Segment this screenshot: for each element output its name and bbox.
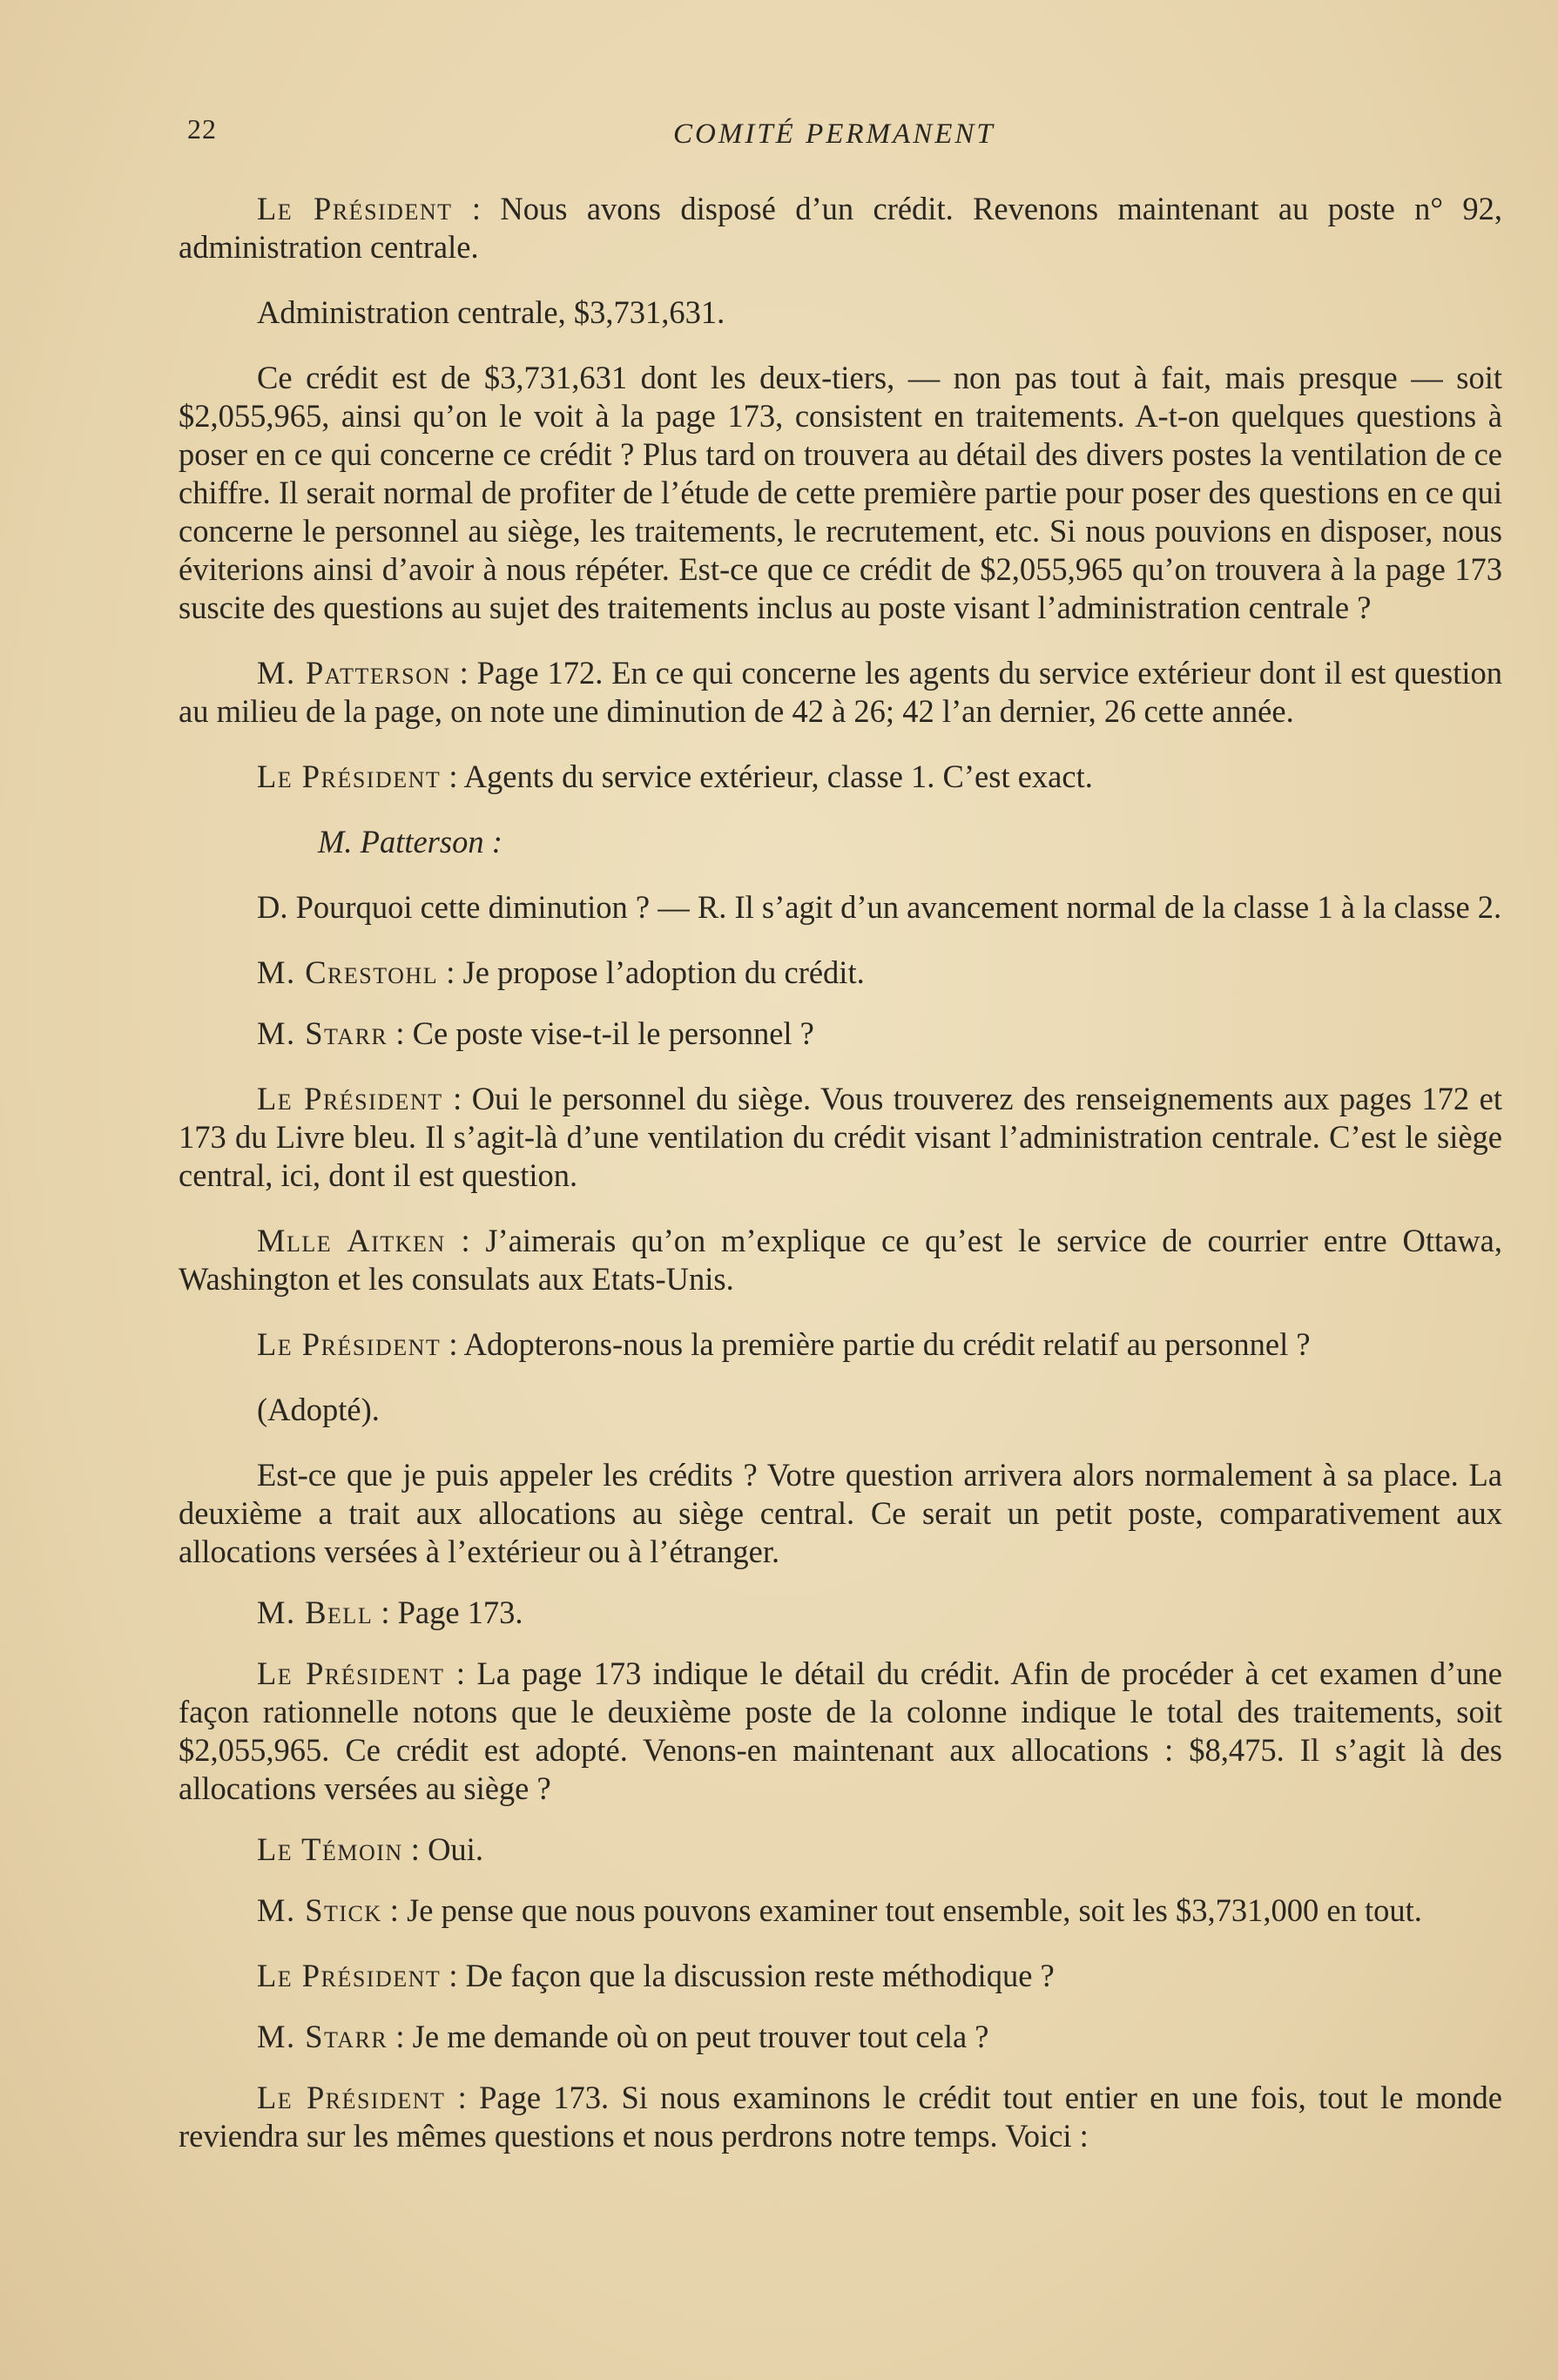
running-title: COMITÉ PERMANENT bbox=[673, 118, 995, 150]
speaker-name: M. Stick bbox=[257, 1892, 382, 1928]
paragraph-text: (Adopté). bbox=[257, 1392, 380, 1427]
speaker-name: Le Président bbox=[257, 1958, 442, 1993]
paragraph-5: Le Président : Agents du service extérieur, classe 1. C’est exact. bbox=[257, 758, 1093, 794]
page-header bbox=[0, 113, 1558, 165]
paragraph-10: Mlle Aitken : J’aimerais qu’on m’explique ce qu’est le service de courrier entre Ottawa, Washington et les consulats aux Etats-Unis. bbox=[179, 1223, 1502, 1297]
speaker-name: Mlle Aitken bbox=[257, 1223, 446, 1258]
paragraph-2 bbox=[179, 293, 1502, 332]
speaker-name: Le Président bbox=[257, 191, 453, 226]
transcript-body bbox=[179, 190, 1502, 2182]
paragraph-14: M. Bell : Page 173. bbox=[257, 1595, 523, 1630]
speaker-name: Le Président bbox=[257, 1081, 443, 1116]
paragraph-11: Le Président : Adopterons-nous la première partie du crédit relatif au personnel ? bbox=[257, 1326, 1311, 1362]
paragraph-19: M. Starr : Je me demande où on peut trouver tout cela ? bbox=[257, 2019, 989, 2054]
paragraph-16: Le Témoin : Oui. bbox=[257, 1831, 483, 1867]
paragraph-3 bbox=[179, 359, 1502, 627]
paragraph-17: M. Stick : Je pense que nous pouvons examiner tout ensemble, soit les $3,731,000 en tout. bbox=[257, 1892, 1422, 1928]
paragraph-text: Je me demande où on peut trouver tout cela ? bbox=[412, 2019, 989, 2054]
paragraph-9: Le Président : Oui le personnel du siège. Vous trouverez des renseignements aux pages 172 et 173 du Livre bleu. Il s’agit-là d’une ventilation du crédit visant l’administration centrale. C’est le siège central, ici, dont il est question. bbox=[179, 1081, 1502, 1193]
paragraph-text: Nous avons disposé d’un crédit. Revenons maintenant au poste n° 92, administration centrale. bbox=[179, 191, 1503, 265]
paragraph-1: Le Président : Nous avons disposé d’un crédit. Revenons maintenant au poste n° 92, administration centrale. bbox=[179, 191, 1503, 265]
paragraph-text: Page 172. En ce qui concerne les agents du service extérieur dont il est question au milieu de la page, on note une diminution de 42 à 26; 42 l’an dernier, 26 cette année. bbox=[179, 655, 1502, 729]
page-number: 22 bbox=[187, 113, 217, 145]
paragraph-18: Le Président : De façon que la discussion reste méthodique ? bbox=[257, 1958, 1055, 1993]
paragraph-text: Agents du service extérieur, classe 1. C’est exact. bbox=[463, 758, 1093, 794]
speaker-name: Le Président bbox=[257, 758, 442, 794]
paragraph-text: Ce crédit est de $3,731,631 dont les deux-tiers, — non pas tout à fait, mais presque — soit $2,055,965, ainsi qu’on le voit à la page 173, consistent en traitements. A-t-on quelques questions à poser en ce qui concerne ce crédit ? Plus tard on trouvera au détail des divers postes la ventilation de ce chiffre. Il serait normal de profiter de l’étude de cette première partie pour poser des questions en ce qui concerne le personnel au siège, les traitements, le recrutement, etc. Si nous pouvions en disposer, nous éviterions ainsi d’avoir à nous répéter. Est-ce que ce crédit de $2,055,965 qu’on trouvera à la page 173 suscite des questions au sujet des traitements inclus au poste visant l’administration centrale ? bbox=[179, 360, 1502, 625]
paragraph-13 bbox=[179, 1456, 1502, 1571]
interlude-heading: M. Patterson : bbox=[318, 824, 502, 860]
speaker-name: M. Starr bbox=[257, 2019, 388, 2054]
speaker-name: M. Patterson bbox=[257, 655, 451, 691]
paragraph-text: De façon que la discussion reste méthodique ? bbox=[465, 1958, 1055, 1993]
speaker-name: Le Président bbox=[257, 1655, 445, 1691]
paragraph-text: Page 173. Si nous examinons le crédit tout entier en une fois, tout le monde reviendra sur les mêmes questions et nous perdrons notre temps. Voici : bbox=[179, 2080, 1502, 2154]
paragraph-text: D. Pourquoi cette diminution ? — R. Il s’agit d’un avancement normal de la classe 1 à la classe 2. bbox=[257, 889, 1502, 925]
paragraph-text: Ce poste vise-t-il le personnel ? bbox=[412, 1015, 814, 1051]
speaker-name: M. Starr bbox=[257, 1015, 388, 1051]
paragraph-text: Oui. bbox=[428, 1831, 483, 1867]
paragraph-6 bbox=[179, 888, 1502, 927]
speaker-name: Le Président bbox=[257, 2080, 446, 2115]
paragraph-text: Oui le personnel du siège. Vous trouverez des renseignements aux pages 172 et 173 du Livre bleu. Il s’agit-là d’une ventilation du crédit visant l’administration centrale. C’est le siège central, ici, dont il est question. bbox=[179, 1081, 1502, 1193]
paragraph-7: M. Crestohl : Je propose l’adoption du crédit. bbox=[257, 954, 865, 990]
paragraph-20: Le Président : Page 173. Si nous examinons le crédit tout entier en une fois, tout le monde reviendra sur les mêmes questions et nous perdrons notre temps. Voici : bbox=[179, 2080, 1502, 2154]
paragraph-text: Administration centrale, $3,731,631. bbox=[257, 294, 725, 330]
paragraph-text: J’aimerais qu’on m’explique ce qu’est le service de courrier entre Ottawa, Washington et les consulats aux Etats-Unis. bbox=[179, 1223, 1502, 1297]
speaker-name: M. Bell bbox=[257, 1595, 374, 1630]
paragraph-text: Adopterons-nous la première partie du crédit relatif au personnel ? bbox=[463, 1326, 1311, 1362]
paragraph-8: M. Starr : Ce poste vise-t-il le personnel ? bbox=[257, 1015, 814, 1051]
speaker-name: M. Crestohl bbox=[257, 954, 439, 990]
paragraph-text: Est-ce que je puis appeler les crédits ? Votre question arrivera alors normalement à sa place. La deuxième a trait aux allocations au siège central. Ce serait un petit poste, comparativement aux allocations versées à l’extérieur ou à l’étranger. bbox=[179, 1457, 1502, 1569]
paragraph-text: Page 173. bbox=[397, 1595, 523, 1630]
speaker-name: Le Témoin bbox=[257, 1831, 403, 1867]
paragraph-15: Le Président : La page 173 indique le détail du crédit. Afin de procéder à cet examen d’une façon rationnelle notons que le deuxième poste de la colonne indique le total des traitements, soit $2,055,965. Ce crédit est adopté. Venons-en maintenant aux allocations : $8,475. Il s’agit là des allocations versées au siège ? bbox=[179, 1655, 1502, 1806]
paragraph-4: M. Patterson : Page 172. En ce qui concerne les agents du service extérieur dont il est question au milieu de la page, on note une diminution de 42 à 26; 42 l’an dernier, 26 cette année. bbox=[179, 655, 1502, 729]
paragraph-text: Je pense que nous pouvons examiner tout ensemble, soit les $3,731,000 en tout. bbox=[407, 1892, 1422, 1928]
paragraph-12 bbox=[179, 1391, 1502, 1429]
paragraph-text: Je propose l’adoption du crédit. bbox=[462, 954, 865, 990]
speaker-name: Le Président bbox=[257, 1326, 442, 1362]
paragraph-text: La page 173 indique le détail du crédit. Afin de procéder à cet examen d’une façon rationnelle notons que le deuxième poste de la colonne indique le total des traitements, soit $2,055,965. Ce crédit est adopté. Venons-en maintenant aux allocations : $8,475. Il s’agit là des allocations versées au siège ? bbox=[179, 1655, 1502, 1806]
